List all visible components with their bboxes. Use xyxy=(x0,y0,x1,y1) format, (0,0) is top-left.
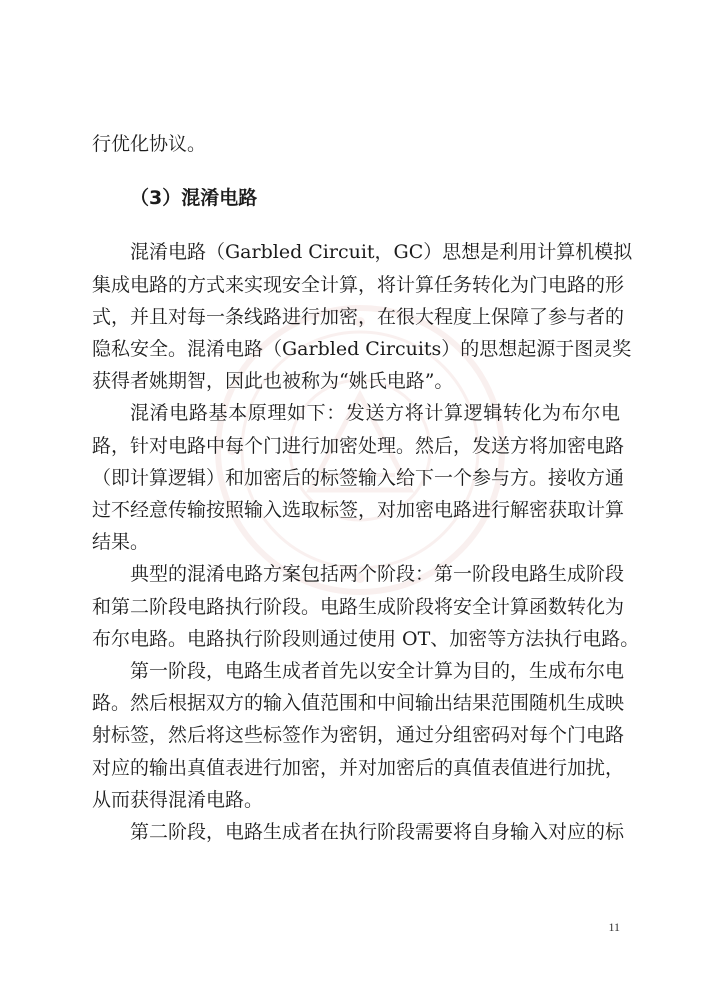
text-line: 路。然后根据双方的输入值范围和中间输出结果范围随机生成映 xyxy=(92,692,625,715)
text-line: 射标签，然后将这些标签作为密钥，通过分组密码对每个门电路 xyxy=(92,724,625,747)
text-line: 行优化协议。 xyxy=(92,133,207,155)
text-line: 获得者姚期智，因此也被称为“姚氏电路”。 xyxy=(92,370,454,393)
paragraph xyxy=(92,558,640,655)
text-line: 典型的混淆电路方案包括两个阶段：第一阶段电路生成阶段 xyxy=(130,563,625,586)
document-body xyxy=(92,128,640,848)
continuation-text xyxy=(92,128,620,160)
text-line: 式，并且对每一条线路进行加密，在很大程度上保障了参与者的 xyxy=(92,305,625,328)
text-line: 混淆电路基本原理如下：发送方将计算逻辑转化为布尔电 xyxy=(130,402,620,425)
section-heading: （3）混淆电路 xyxy=(130,187,258,210)
text-line: 集成电路的方式来实现安全计算，将计算任务转化为门电路的形 xyxy=(92,273,625,296)
text-line: 布尔电路。电路执行阶段则通过使用 OT、加密等方法执行电路。 xyxy=(92,627,640,650)
paragraph-list xyxy=(92,236,640,848)
paragraph xyxy=(92,236,633,397)
text-line: 和第二阶段电路执行阶段。电路生成阶段将安全计算函数转化为 xyxy=(92,595,625,618)
paragraph xyxy=(92,816,625,848)
text-line: 第一阶段，电路生成者首先以安全计算为目的，生成布尔电 xyxy=(130,660,625,683)
text-line: 第二阶段，电路生成者在执行阶段需要将自身输入对应的标 xyxy=(130,821,625,844)
text-line: 从而获得混淆电路。 xyxy=(92,788,264,811)
text-line: 隐私安全。混淆电路（Garbled Circuits）的思想起源于图灵奖 xyxy=(92,338,632,361)
text-line: 路，针对电路中每个门进行加密处理。然后，发送方将加密电路 xyxy=(92,434,625,457)
text-line: （即计算逻辑）和加密后的标签输入给下一个参与方。接收方通 xyxy=(92,466,625,489)
paragraph xyxy=(92,655,625,816)
text-line: 结果。 xyxy=(92,531,150,554)
paragraph xyxy=(92,397,625,558)
text-line: 混淆电路（Garbled Circuit，GC）思想是利用计算机模拟 xyxy=(130,241,633,264)
page-number: 11 xyxy=(608,920,620,934)
text-line: 过不经意传输按照输入选取标签，对加密电路进行解密获取计算 xyxy=(92,499,625,522)
text-line: 对应的输出真值表进行加密，并对加密后的真值表值进行加扰， xyxy=(92,756,625,779)
